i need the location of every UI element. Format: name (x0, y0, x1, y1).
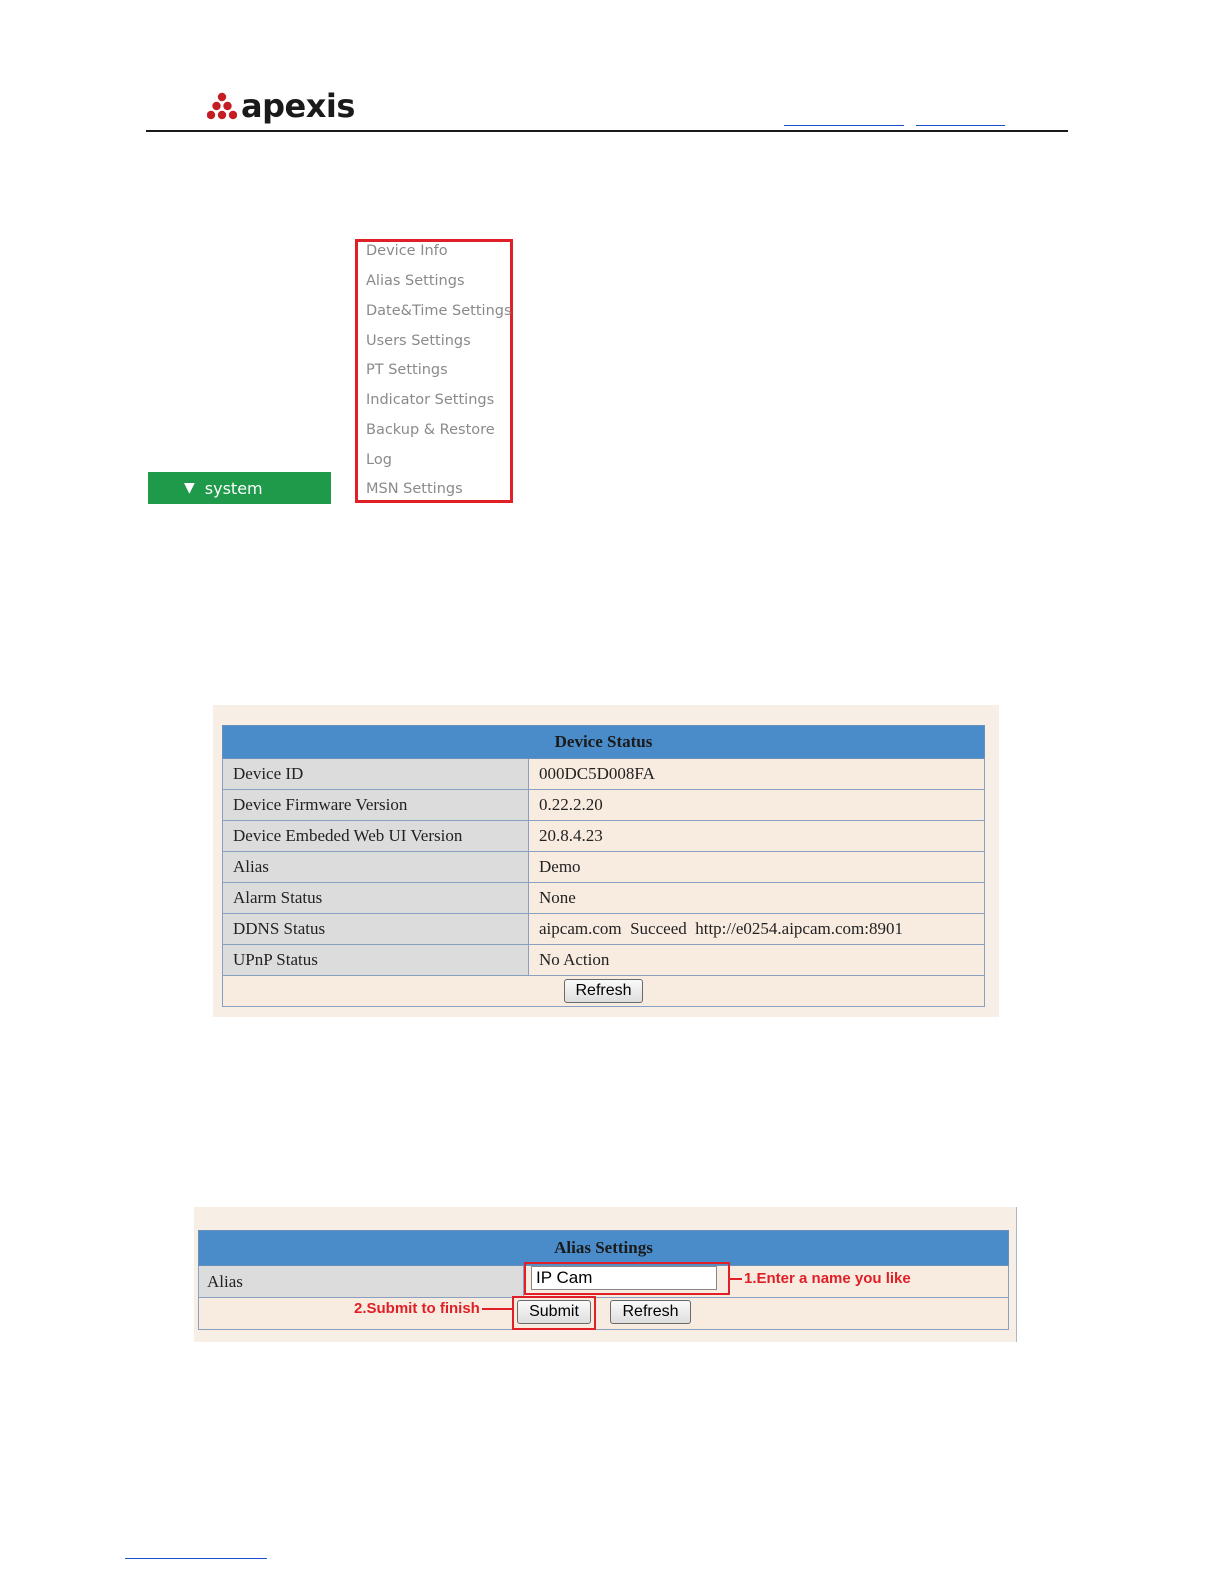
annotation-submit (354, 1300, 512, 1317)
table-row (223, 852, 985, 883)
table-row (223, 976, 985, 1007)
device-status-table (222, 725, 985, 1007)
row-value: None (529, 883, 985, 914)
sidebar-system-label: system (204, 478, 263, 498)
table-row (223, 914, 985, 945)
table-row (223, 945, 985, 976)
brand-name: apexis (241, 87, 355, 125)
apexis-logo (207, 86, 355, 126)
footer-link[interactable] (125, 1558, 267, 1559)
alias-button-row (199, 1298, 1009, 1330)
row-label: UPnP Status (223, 945, 529, 976)
highlight-box-input (524, 1262, 730, 1295)
annotation-enter-text: 1.Enter a name you like (744, 1270, 911, 1287)
row-label: Device ID (223, 759, 529, 790)
annotation-enter-name (730, 1270, 911, 1287)
row-value: No Action (529, 945, 985, 976)
submenu-item-backup-restore[interactable]: Backup & Restore (366, 422, 495, 438)
submenu-item-users-settings[interactable]: Users Settings (366, 333, 471, 349)
panel-edge (1016, 1207, 1017, 1342)
table-row (223, 883, 985, 914)
submenu-item-indicator-settings[interactable]: Indicator Settings (366, 392, 495, 408)
triangle-down-icon: ▼ (184, 480, 195, 496)
apexis-logo-mark-icon (207, 91, 237, 121)
annotation-submit-text: 2.Submit to finish (354, 1300, 480, 1317)
alias-label: Alias (199, 1266, 524, 1298)
device-status-panel (213, 705, 999, 1017)
row-value: 20.8.4.23 (529, 821, 985, 852)
submenu-item-msn-settings[interactable]: MSN Settings (366, 481, 463, 497)
table-row (223, 790, 985, 821)
submit-button[interactable]: Submit (517, 1300, 591, 1324)
table-row (199, 1298, 1009, 1330)
annotation-line (482, 1308, 512, 1310)
system-submenu (355, 239, 513, 503)
device-status-title: Device Status (223, 726, 985, 759)
row-label: Alias (223, 852, 529, 883)
row-value: Demo (529, 852, 985, 883)
table-row (223, 821, 985, 852)
refresh-button[interactable]: Refresh (564, 979, 642, 1003)
row-label: Device Embeded Web UI Version (223, 821, 529, 852)
row-label: DDNS Status (223, 914, 529, 945)
submenu-item-alias-settings[interactable]: Alias Settings (366, 273, 465, 289)
alias-settings-title: Alias Settings (199, 1231, 1009, 1266)
row-label: Device Firmware Version (223, 790, 529, 821)
row-value: aipcam.com Succeed http://e0254.aipcam.com:8901 (529, 914, 985, 945)
row-label: Alarm Status (223, 883, 529, 914)
submenu-item-pt-settings[interactable]: PT Settings (366, 362, 448, 378)
header-rule (146, 130, 1068, 132)
table-row (223, 759, 985, 790)
alias-settings-panel (194, 1207, 1017, 1342)
header-link-2[interactable] (916, 125, 1005, 126)
submenu-item-device-info[interactable]: Device Info (366, 243, 448, 259)
annotation-line (730, 1278, 742, 1280)
row-value: 0.22.2.20 (529, 790, 985, 821)
sidebar-system-tab[interactable] (148, 472, 331, 504)
refresh-row (223, 976, 985, 1007)
header-link-1[interactable] (784, 125, 904, 126)
submenu-item-log[interactable]: Log (366, 452, 392, 468)
alias-refresh-button[interactable]: Refresh (610, 1300, 691, 1324)
submenu-item-datetime-settings[interactable]: Date&Time Settings (366, 303, 512, 319)
row-value: 000DC5D008FA (529, 759, 985, 790)
